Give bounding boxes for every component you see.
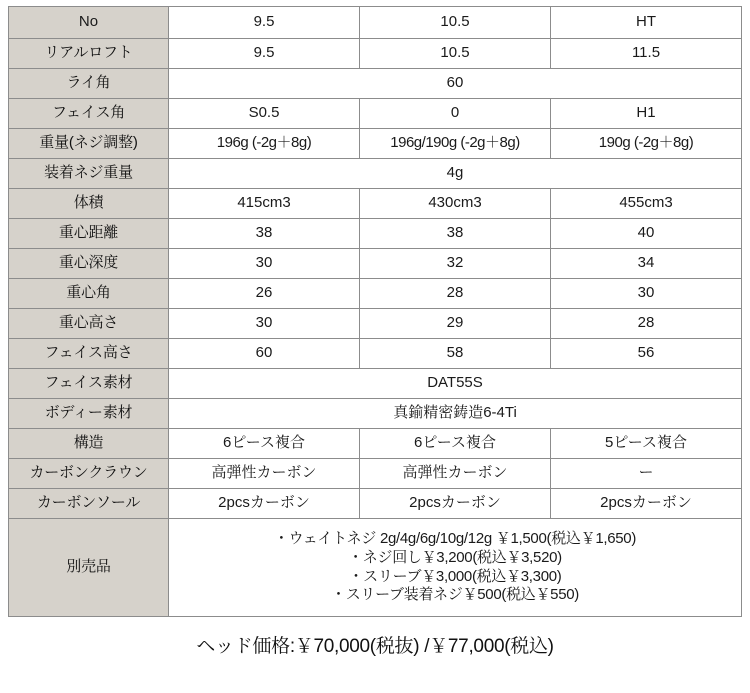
cell-value: 6ピース複合 <box>360 429 551 459</box>
cell-value: 高弾性カーボン <box>360 459 551 489</box>
row-label: フェイス素材 <box>9 369 169 399</box>
table-row <box>9 279 742 309</box>
cell-value: 30 <box>169 249 360 279</box>
cell-value: 2pcsカーボン <box>551 489 742 519</box>
row-label: フェイス高さ <box>9 339 169 369</box>
cell-value: 60 <box>169 69 742 99</box>
option-line: ・ウェイトネジ 2g/4g/6g/10g/12g ￥1,500(税込￥1,650) <box>273 530 637 547</box>
cell-value: 高弾性カーボン <box>169 459 360 489</box>
row-label: 装着ネジ重量 <box>9 159 169 189</box>
table-row <box>9 369 742 399</box>
spec-table <box>8 6 742 617</box>
cell-value: ー <box>551 459 742 489</box>
cell-value: 40 <box>551 219 742 249</box>
cell-value: 38 <box>169 219 360 249</box>
column-header-ht: HT <box>551 7 742 39</box>
table-row <box>9 39 742 69</box>
column-header-10-5: 10.5 <box>360 7 551 39</box>
cell-value: 455cm3 <box>551 189 742 219</box>
row-label: 別売品 <box>9 519 169 617</box>
table-row <box>9 309 742 339</box>
table-row <box>9 69 742 99</box>
cell-value: 真鍮精密鋳造6-4Ti <box>169 399 742 429</box>
table-row-options <box>9 519 742 617</box>
option-line: ・スリーブ装着ネジ￥500(税込￥550) <box>331 586 579 604</box>
cell-value: 430cm3 <box>360 189 551 219</box>
row-label: カーボンクラウン <box>9 459 169 489</box>
cell-value: 11.5 <box>551 39 742 69</box>
cell-value: 6ピース複合 <box>169 429 360 459</box>
table-row <box>9 429 742 459</box>
spec-sheet <box>0 6 750 693</box>
row-label: 重心高さ <box>9 309 169 339</box>
cell-value: 196g/190g (-2g＋8g) <box>360 129 551 159</box>
table-row <box>9 249 742 279</box>
cell-value: 5ピース複合 <box>551 429 742 459</box>
table-row <box>9 399 742 429</box>
table-row <box>9 219 742 249</box>
row-label: ライ角 <box>9 69 169 99</box>
table-row <box>9 189 742 219</box>
table-row <box>9 99 742 129</box>
cell-value: S0.5 <box>169 99 360 129</box>
row-label: 重心角 <box>9 279 169 309</box>
column-header-no: No <box>9 7 169 39</box>
cell-value: 29 <box>360 309 551 339</box>
row-label: フェイス角 <box>9 99 169 129</box>
cell-value: 60 <box>169 339 360 369</box>
row-label: ボディー素材 <box>9 399 169 429</box>
cell-value: 196g (-2g＋8g) <box>169 129 360 159</box>
row-label: 重量(ネジ調整) <box>9 129 169 159</box>
table-row <box>9 339 742 369</box>
cell-value: 26 <box>169 279 360 309</box>
cell-value: 30 <box>551 279 742 309</box>
row-label: 構造 <box>9 429 169 459</box>
cell-value: 28 <box>551 309 742 339</box>
options-list <box>169 519 742 617</box>
cell-value: 58 <box>360 339 551 369</box>
option-line: ・スリーブ￥3,000(税込￥3,300) <box>348 567 562 585</box>
cell-value: 2pcsカーボン <box>360 489 551 519</box>
table-row <box>9 129 742 159</box>
cell-value: 4g <box>169 159 742 189</box>
cell-value: 190g (-2g＋8g) <box>551 129 742 159</box>
cell-value: 30 <box>169 309 360 339</box>
cell-value: 56 <box>551 339 742 369</box>
table-header-row <box>9 7 742 39</box>
cell-value: 34 <box>551 249 742 279</box>
table-row <box>9 159 742 189</box>
column-header-9-5: 9.5 <box>169 7 360 39</box>
cell-value: 32 <box>360 249 551 279</box>
cell-value: 9.5 <box>169 39 360 69</box>
head-price-note: ヘッド価格:￥70,000(税抜) /￥77,000(税込) <box>196 636 554 657</box>
table-row <box>9 489 742 519</box>
cell-value: H1 <box>551 99 742 129</box>
row-label: 重心距離 <box>9 219 169 249</box>
cell-value: 28 <box>360 279 551 309</box>
row-label: リアルロフト <box>9 39 169 69</box>
cell-value: 38 <box>360 219 551 249</box>
cell-value: DAT55S <box>169 369 742 399</box>
row-label: カーボンソール <box>9 489 169 519</box>
table-row <box>9 459 742 489</box>
cell-value: 0 <box>360 99 551 129</box>
row-label: 重心深度 <box>9 249 169 279</box>
cell-value: 2pcsカーボン <box>169 489 360 519</box>
cell-value: 415cm3 <box>169 189 360 219</box>
cell-value: 10.5 <box>360 39 551 69</box>
row-label: 体積 <box>9 189 169 219</box>
option-line: ・ネジ回し￥3,200(税込￥3,520) <box>348 548 562 566</box>
